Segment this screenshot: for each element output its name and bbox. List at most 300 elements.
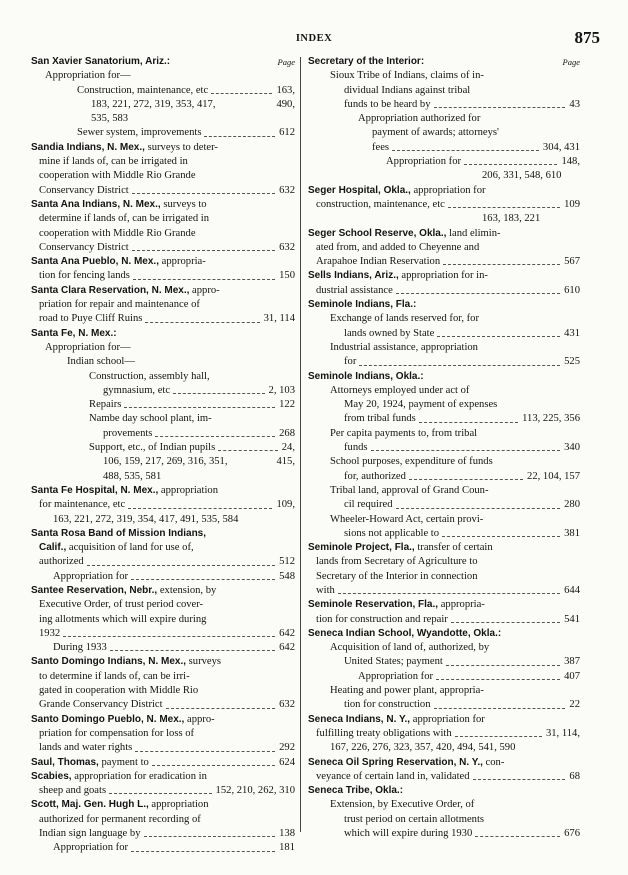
entry-heading: Seneca Indian School, Wyandotte, Okla.:: [308, 627, 502, 639]
entry-subtext: surveys to deter-: [144, 141, 218, 153]
entry-text: [308, 542, 493, 553]
index-line: [31, 770, 295, 784]
page-ref: 525: [564, 356, 580, 368]
dot-leader: [371, 450, 561, 451]
page-ref: 22: [569, 699, 580, 711]
entry-text: [53, 841, 128, 855]
entry-subtext: trust period on certain allotments: [344, 813, 485, 825]
page-ref: 43: [569, 98, 580, 110]
entry-text: [330, 456, 493, 467]
entry-text: [89, 413, 212, 424]
index-line: [31, 155, 295, 169]
page-ref: 181: [279, 842, 295, 854]
dot-leader: [144, 836, 276, 837]
index-line: [31, 126, 295, 140]
page-ref: 612: [279, 127, 295, 139]
entry-heading: Santa Ana Pueblo, N. Mex.,: [31, 256, 159, 268]
index-line: [31, 269, 295, 283]
entry-heading: Seneca Indians, N. Y.,: [308, 713, 411, 725]
entry-text: [39, 542, 194, 553]
entry-text: [344, 399, 497, 410]
entry-text: [39, 614, 206, 625]
page-ref: 22, 104, 157: [527, 470, 580, 482]
page-ref: 2, 103: [268, 384, 295, 396]
dot-leader: [87, 565, 275, 566]
entry-text: [89, 398, 121, 412]
page-ref: 381: [564, 527, 580, 539]
entry-text: [316, 284, 393, 298]
page-ref: 340: [564, 442, 580, 454]
entry-subtext: cil required: [344, 499, 393, 511]
index-line: [308, 455, 580, 469]
index-line: [308, 470, 580, 484]
entry-subtext: priation for compensation for loss of: [39, 727, 195, 739]
page-ref: 415,: [276, 456, 295, 468]
entry-text: [39, 213, 209, 224]
index-line: [31, 813, 295, 827]
index-line: [31, 555, 295, 569]
index-line: [31, 398, 295, 412]
entry-text: [308, 270, 488, 281]
entry-text: [39, 498, 125, 512]
entry-subtext: con-: [482, 756, 505, 768]
entry-heading: Seneca Tribe, Okla.:: [308, 785, 404, 797]
entry-text: [45, 342, 131, 353]
page-ref: 31, 114: [263, 313, 295, 325]
index-line: [308, 670, 580, 684]
index-line: [31, 484, 295, 498]
index-line: [308, 169, 580, 183]
entry-subtext: United States; payment: [344, 656, 443, 668]
page-ref: 676: [564, 828, 580, 840]
dot-leader: [131, 851, 275, 852]
index-line: [31, 841, 295, 855]
entry-subtext: 163, 183, 221: [482, 213, 541, 225]
index-line: [31, 827, 295, 841]
index-line: [31, 527, 295, 541]
index-line: [308, 112, 580, 126]
index-line: [308, 384, 580, 398]
index-line: [31, 498, 295, 512]
entry-heading: Seminole Reservation, Fla.,: [308, 599, 439, 611]
dot-leader: [218, 450, 278, 451]
entry-subtext: funds: [344, 442, 368, 454]
index-line: [308, 284, 580, 298]
entry-text: [330, 428, 477, 439]
entry-text: [89, 371, 210, 382]
entry-text: [77, 126, 201, 140]
entry-text: [330, 685, 484, 696]
column-divider: [300, 57, 301, 832]
index-line: [308, 341, 580, 355]
index-line: [31, 441, 295, 455]
entry-subtext: authorized for permanent recording of: [39, 813, 201, 825]
entry-subtext: 535, 583: [91, 113, 129, 125]
entry-subtext: for maintenance, etc: [39, 499, 126, 511]
entry-text: [31, 656, 221, 667]
index-line: [31, 241, 295, 255]
entry-text: [308, 228, 501, 239]
entry-heading: Scabies,: [31, 770, 72, 782]
entry-text: [316, 584, 335, 598]
entry-subtext: Tribal land, approval of Grand Coun-: [330, 484, 489, 496]
page-ref: 624: [279, 756, 295, 768]
entry-text: [316, 198, 445, 212]
dot-leader: [359, 365, 560, 366]
index-line: [308, 613, 580, 627]
entry-text: [316, 556, 478, 567]
entry-subtext: appropriation for eradication in: [71, 770, 207, 782]
page-ref: 632: [279, 184, 295, 196]
entry-text: [31, 485, 218, 496]
page-ref: 31, 114,: [545, 727, 580, 739]
page-ref: 24,: [281, 442, 295, 454]
entry-subtext: appropriation: [158, 484, 218, 496]
index-line: [31, 641, 295, 655]
page-ref: 644: [564, 584, 580, 596]
entry-subtext: tion for fencing lands: [39, 270, 130, 282]
index-column-left: Page San Xavier Sanatorium, Ariz.: Appropriation for— Construction, maintenance, etc 163, 183, 221, 272, 319, 353, 417, 490, 535, 583 Sewer system, improvements 612 Sandia Indians, N. Mex., surveys to deter- mine if lands of, can be irrigated in cooperation with Middle Rio Grande Conservancy District 632 Santa Ana Indians, N. Mex., surveys to determine if lands of, can be irrigated in cooperation with Middle Rio Grande Conservancy District 632 Santa Ana Pueblo, N. Mex., appropria- tion for fencing lands 150 Santa Clara Reservation, N. Mex., appro- priation for repair and maintenance of road to Puye Cliff Ruins 31, 114 Santa Fe, N. Mex.: Appropriation for— Indian school— Construction, assembly hall, gymnasium, etc 2, 103 Repairs 122 Nambe day school plant, im- provements 268 Support, etc., of Indian pupils 24, 106, 159, 217, 269, 316, 351, 415, 488, 535, 581 Santa Fe Hospital, N. Mex., appropriation for maintenance, etc 109, 163, 221, 272, 319, 354, 417, 491, 535, 584 Santa Rosa Band of Mission Indians, Calif., acquisition of land for use of, authorized 512 Appropriation for 548 Santee Reservation, Nebr., extension, by Executive Order, of trust period cover- ing allotments which will expire during 1932 642 During 1933 642 Santo Domingo Indians, N. Mex., surveys to determine if lands of, can be irri- gated in cooperation with Middle Rio Grande Conservancy District 632 Santo Domingo Pueblo, N. Mex., appro- priation for compensation for loss of lands and water rights 292 Saul, Thomas, payment to 624 Scabies, appropriation for eradication in sheep and goats 152, 210, 262, 310 Scott, Maj. Gen. Hugh L., appropriation authorized for permanent recording of Indian sign language by 138 Appropriation for 181: [31, 55, 295, 856]
entry-subtext: 106, 159, 217, 269, 316, 351,: [103, 456, 228, 468]
entry-text: [103, 427, 152, 441]
entry-subtext: appropriation: [148, 799, 209, 811]
entry-subtext: Per capita payments to, from tribal: [330, 427, 478, 439]
dot-leader: [133, 279, 275, 280]
entry-subtext: payment to: [98, 756, 149, 768]
index-line: [31, 84, 295, 98]
entry-subtext: Conservancy District: [39, 241, 129, 253]
index-line: [308, 555, 580, 569]
entry-heading: Santa Rosa Band of Mission Indians,: [31, 527, 207, 539]
index-line: [31, 598, 295, 612]
dot-leader: [396, 508, 561, 509]
index-line: [31, 327, 295, 341]
index-line: [31, 570, 295, 584]
index-line: [308, 370, 580, 384]
entry-subtext: with: [316, 584, 335, 596]
page-ref: 122: [279, 399, 295, 411]
entry-subtext: Secretary of the Interior in connection: [316, 570, 478, 582]
dot-leader: [131, 579, 275, 580]
dot-leader: [173, 393, 264, 394]
entry-subtext: tion for construction: [344, 699, 431, 711]
index-line: [308, 827, 580, 841]
page-ref: 138: [279, 828, 295, 840]
entry-subtext: Heating and power plant, appropria-: [330, 685, 484, 697]
dot-leader: [63, 636, 275, 637]
entry-subtext: for: [344, 356, 357, 368]
index-line: [308, 741, 580, 755]
entry-text: [316, 770, 470, 784]
entry-subtext: fees: [372, 141, 390, 153]
index-line: [31, 741, 295, 755]
entry-subtext: appropriation for: [410, 713, 485, 725]
entry-text: [31, 528, 206, 539]
entry-text: [316, 242, 479, 253]
index-line: [31, 627, 295, 641]
entry-heading: Seminole Indians, Okla.:: [308, 370, 424, 382]
entry-text: [330, 485, 489, 496]
entry-text: [103, 471, 161, 482]
entry-text: [89, 441, 215, 455]
dot-leader: [419, 422, 518, 423]
entry-text: [53, 641, 107, 655]
entry-subtext: surveys: [186, 656, 222, 668]
entry-subtext: Attorneys employed under act of: [330, 384, 470, 396]
entry-heading: Sells Indians, Ariz.,: [308, 270, 399, 282]
dot-leader: [155, 436, 275, 437]
entry-text: [344, 655, 443, 669]
entry-subtext: Sewer system, improvements: [77, 127, 202, 139]
entry-text: [344, 698, 431, 712]
entry-text: [91, 113, 128, 124]
dot-leader: [436, 679, 560, 680]
entry-text: [39, 170, 196, 181]
entry-subtext: veyance of certain land in, validated: [316, 770, 470, 782]
index-line: [308, 698, 580, 712]
page-ref: 109: [564, 198, 580, 210]
entry-heading: Santa Fe, N. Mex.:: [31, 327, 117, 339]
dot-leader: [124, 407, 275, 408]
entry-subtext: surveys to: [160, 198, 207, 210]
entry-text: [39, 698, 163, 712]
dot-leader: [475, 836, 560, 837]
entry-subtext: Support, etc., of Indian pupils: [89, 442, 216, 454]
index-line: [31, 784, 295, 798]
entry-subtext: cooperation with Middle Rio Grande: [39, 170, 196, 182]
dot-leader: [409, 479, 523, 480]
entry-subtext: Appropriation for: [53, 570, 129, 582]
index-line: [308, 98, 580, 112]
dot-leader: [448, 207, 560, 208]
dot-leader: [473, 779, 566, 780]
index-line: [31, 169, 295, 183]
entry-text: [344, 470, 406, 484]
entry-text: [31, 56, 170, 67]
entry-heading: Secretary of the Interior:: [308, 56, 425, 67]
entry-text: [31, 328, 117, 339]
index-line: [31, 713, 295, 727]
page-ref: 113, 225, 356: [522, 413, 580, 425]
entry-subtext: School purposes, expenditure of funds: [330, 456, 493, 468]
entry-heading: Seger Hospital, Okla.,: [308, 184, 411, 196]
entry-subtext: dustrial assistance: [316, 284, 393, 296]
index-line: [308, 69, 580, 83]
index-line: [31, 798, 295, 812]
entry-subtext: Construction, maintenance, etc: [77, 84, 209, 96]
entry-subtext: priation for repair and maintenance of: [39, 299, 200, 311]
entry-text: [372, 127, 499, 138]
page-ref: 292: [279, 742, 295, 754]
dot-leader: [446, 665, 560, 666]
page-ref: 268: [279, 427, 295, 439]
dot-leader: [152, 765, 275, 766]
index-line: [31, 227, 295, 241]
index-line: [31, 341, 295, 355]
entry-subtext: Repairs: [89, 399, 122, 411]
entry-text: [372, 141, 389, 155]
index-line: [308, 798, 580, 812]
entry-subtext: 488, 535, 581: [103, 470, 162, 482]
index-line: [31, 298, 295, 312]
page-ref: 152, 210, 262, 310: [215, 785, 295, 797]
entry-subtext: cooperation with Middle Rio Grande: [39, 227, 196, 239]
entry-text: [330, 342, 478, 353]
index-line: [308, 126, 580, 140]
entry-subtext: 206, 331, 548, 610: [482, 170, 562, 182]
entry-text: [344, 355, 356, 369]
entry-text: [103, 455, 227, 469]
page-ref: 163,: [276, 84, 295, 96]
page-ref: 642: [279, 642, 295, 654]
entry-text: [344, 498, 393, 512]
entry-text: [316, 727, 452, 741]
index-line: [31, 470, 295, 484]
entry-subtext: 183, 221, 272, 319, 353, 417,: [91, 98, 216, 110]
entry-heading: Saul, Thomas,: [31, 756, 99, 768]
entry-subtext: funds to be heard by: [344, 98, 431, 110]
index-line: [31, 727, 295, 741]
entry-text: [330, 642, 489, 653]
entry-text: [358, 670, 433, 684]
index-line: [308, 541, 580, 555]
index-line: [31, 613, 295, 627]
entry-text: [31, 585, 216, 596]
page-ref: 280: [564, 499, 580, 511]
index-line: [308, 627, 580, 641]
entry-text: [39, 741, 132, 755]
entry-text: [31, 199, 207, 210]
entry-subtext: 167, 226, 276, 323, 357, 420, 494, 541, 590: [330, 742, 516, 754]
entry-text: [308, 299, 416, 310]
page-ref: 109,: [276, 499, 295, 511]
entry-text: [39, 241, 129, 255]
entry-subtext: appropria-: [159, 256, 206, 268]
index-line: [308, 398, 580, 412]
index-line: [308, 655, 580, 669]
entry-text: [31, 799, 209, 810]
index-line: [308, 298, 580, 312]
index-line: [308, 513, 580, 527]
entry-text: [31, 756, 149, 770]
index-line: [308, 684, 580, 698]
index-line: [308, 327, 580, 341]
index-line: [308, 312, 580, 326]
page-ref: 610: [564, 284, 580, 296]
index-line: [31, 541, 295, 555]
index-line: [308, 427, 580, 441]
entry-text: [31, 771, 207, 782]
index-line: [31, 698, 295, 712]
entry-text: [316, 613, 448, 627]
entry-text: [482, 170, 561, 181]
index-line: [308, 498, 580, 512]
entry-text: [53, 514, 238, 525]
entry-subtext: sheep and goats: [39, 785, 107, 797]
index-line: [308, 412, 580, 426]
index-line: [308, 727, 580, 741]
index-line: [31, 655, 295, 669]
index-line: [308, 84, 580, 98]
page-ref: 490,: [276, 98, 295, 110]
entry-subtext: for, authorized: [344, 470, 406, 482]
entry-text: [344, 527, 439, 541]
index-line: [308, 155, 580, 169]
entry-subtext: gated in cooperation with Middle Rio: [39, 685, 199, 697]
entry-text: [39, 685, 198, 696]
entry-text: [308, 371, 424, 382]
index-line: [31, 427, 295, 441]
entry-subtext: lands owned by State: [344, 327, 435, 339]
entry-subtext: Sioux Tribe of Indians, claims of in-: [330, 70, 484, 82]
entry-subtext: Indian school—: [67, 356, 135, 368]
index-line: [308, 813, 580, 827]
entry-subtext: Appropriation for: [358, 670, 434, 682]
index-line: [308, 241, 580, 255]
dot-leader: [455, 736, 542, 737]
entry-subtext: determine if lands of, can be irrigated in: [39, 213, 210, 225]
dot-leader: [132, 250, 275, 251]
entry-heading: Santee Reservation, Nebr.,: [31, 584, 158, 596]
entry-subtext: May 20, 1924, payment of expenses: [344, 399, 498, 411]
index-line: [308, 141, 580, 155]
index-line: [308, 770, 580, 784]
entry-subtext: appro-: [189, 284, 220, 296]
index-line: [31, 370, 295, 384]
entry-text: [39, 814, 201, 825]
dot-leader: [451, 622, 560, 623]
index-line: [308, 184, 580, 198]
entry-heading: Seger School Reserve, Okla.,: [308, 227, 447, 239]
index-line: [308, 355, 580, 369]
entry-text: [39, 299, 200, 310]
entry-text: [308, 56, 424, 67]
entry-text: [344, 412, 416, 426]
page-ref: 541: [564, 613, 580, 625]
page-ref: 387: [564, 656, 580, 668]
entry-text: [308, 785, 403, 796]
entry-text: [330, 799, 474, 810]
entry-heading: Seminole Project, Fla.,: [308, 542, 415, 554]
entry-text: [39, 228, 196, 239]
entry-subtext: Appropriation for: [53, 842, 129, 854]
entry-text: [39, 627, 60, 641]
entry-subtext: During 1933: [53, 642, 107, 654]
entry-text: [39, 728, 194, 739]
entry-text: [482, 213, 540, 224]
entry-subtext: appropriation for: [410, 184, 486, 196]
entry-subtext: ing allotments which will expire during: [39, 613, 207, 625]
index-line: [308, 598, 580, 612]
dot-leader: [211, 93, 272, 94]
entry-subtext: construction, maintenance, etc: [316, 198, 445, 210]
entry-text: [39, 555, 84, 569]
entry-text: [39, 312, 142, 326]
page-ref: 642: [279, 627, 295, 639]
entry-text: [77, 84, 208, 98]
entry-subtext: which will expire during 1930: [344, 828, 473, 840]
entry-text: [91, 98, 215, 112]
entry-subtext: land elimin-: [446, 227, 501, 239]
entry-text: [308, 757, 504, 768]
dot-leader: [128, 508, 272, 509]
entry-text: [39, 599, 203, 610]
entry-text: [31, 142, 218, 153]
index-line: [308, 713, 580, 727]
index-line: [31, 284, 295, 298]
index-line: [308, 527, 580, 541]
index-line: [308, 269, 580, 283]
